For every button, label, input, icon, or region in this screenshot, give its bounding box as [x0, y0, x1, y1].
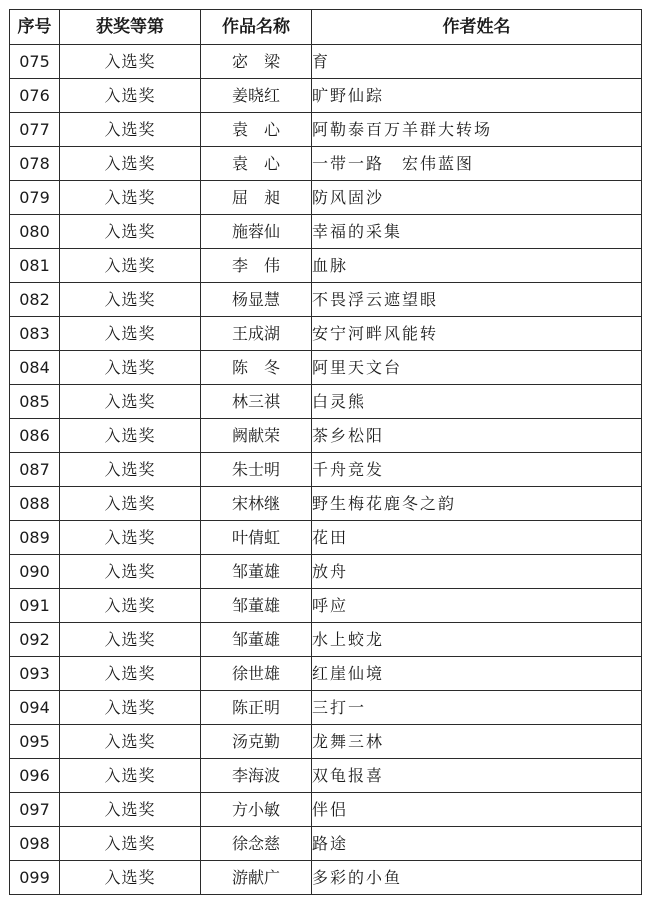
row-title-cell: 茶乡松阳	[312, 419, 642, 453]
row-name-cell: 袁 心	[201, 113, 312, 147]
row-name-cell: 杨显慧	[201, 283, 312, 317]
row-award-level-cell: 入选奖	[60, 147, 201, 181]
row-name-cell: 方小敏	[201, 793, 312, 827]
row-name-cell: 李 伟	[201, 249, 312, 283]
row-name-cell: 邹董雄	[201, 623, 312, 657]
row-title-cell: 阿勒泰百万羊群大转场	[312, 113, 642, 147]
row-serial-cell: 078	[10, 147, 60, 181]
table-body	[10, 45, 642, 895]
row-name-cell: 阙献荣	[201, 419, 312, 453]
row-award-level-cell: 入选奖	[60, 317, 201, 351]
table-row	[10, 113, 642, 147]
table-row	[10, 623, 642, 657]
row-award-level-cell: 入选奖	[60, 793, 201, 827]
row-serial-cell: 095	[10, 725, 60, 759]
table-row	[10, 419, 642, 453]
table-row	[10, 385, 642, 419]
row-name-cell: 朱士明	[201, 453, 312, 487]
row-title-cell: 三打一	[312, 691, 642, 725]
row-title-cell: 呼应	[312, 589, 642, 623]
row-award-level-cell: 入选奖	[60, 419, 201, 453]
row-serial-cell: 088	[10, 487, 60, 521]
row-serial-cell: 093	[10, 657, 60, 691]
row-title-cell: 龙舞三林	[312, 725, 642, 759]
header-serial: 序号	[10, 10, 60, 45]
row-title-cell: 多彩的小鱼	[312, 861, 642, 895]
row-title-cell: 白灵熊	[312, 385, 642, 419]
table-row	[10, 827, 642, 861]
row-serial-cell: 085	[10, 385, 60, 419]
row-title-cell: 一带一路 宏伟蓝图	[312, 147, 642, 181]
row-award-level-cell: 入选奖	[60, 725, 201, 759]
table-row	[10, 691, 642, 725]
row-name-cell: 徐世雄	[201, 657, 312, 691]
row-title-cell: 育	[312, 45, 642, 79]
row-serial-cell: 077	[10, 113, 60, 147]
row-award-level-cell: 入选奖	[60, 623, 201, 657]
table-row	[10, 725, 642, 759]
row-title-cell: 防风固沙	[312, 181, 642, 215]
row-name-cell: 汤克勤	[201, 725, 312, 759]
row-serial-cell: 084	[10, 351, 60, 385]
row-name-cell: 姜晓红	[201, 79, 312, 113]
row-name-cell: 林三祺	[201, 385, 312, 419]
row-serial-cell: 092	[10, 623, 60, 657]
row-title-cell: 野生梅花鹿冬之韵	[312, 487, 642, 521]
row-name-cell: 王成湖	[201, 317, 312, 351]
row-title-cell: 路途	[312, 827, 642, 861]
header-award-level: 获奖等第	[60, 10, 201, 45]
row-name-cell: 邹董雄	[201, 555, 312, 589]
table-row	[10, 793, 642, 827]
row-award-level-cell: 入选奖	[60, 453, 201, 487]
row-serial-cell: 098	[10, 827, 60, 861]
row-title-cell: 血脉	[312, 249, 642, 283]
row-name-cell: 陈 冬	[201, 351, 312, 385]
table-row	[10, 555, 642, 589]
table-row	[10, 45, 642, 79]
row-award-level-cell: 入选奖	[60, 215, 201, 249]
row-award-level-cell: 入选奖	[60, 45, 201, 79]
row-serial-cell: 076	[10, 79, 60, 113]
header-work-title: 作品名称	[201, 10, 312, 45]
row-serial-cell: 087	[10, 453, 60, 487]
row-title-cell: 水上蛟龙	[312, 623, 642, 657]
row-title-cell: 放舟	[312, 555, 642, 589]
row-award-level-cell: 入选奖	[60, 589, 201, 623]
row-serial-cell: 079	[10, 181, 60, 215]
row-serial-cell: 086	[10, 419, 60, 453]
table-row	[10, 589, 642, 623]
row-award-level-cell: 入选奖	[60, 487, 201, 521]
table-row	[10, 317, 642, 351]
table-row	[10, 759, 642, 793]
header-author-name: 作者姓名	[312, 10, 642, 45]
row-serial-cell: 081	[10, 249, 60, 283]
row-award-level-cell: 入选奖	[60, 385, 201, 419]
table-row	[10, 351, 642, 385]
row-award-level-cell: 入选奖	[60, 827, 201, 861]
row-title-cell: 阿里天文台	[312, 351, 642, 385]
row-title-cell: 千舟竞发	[312, 453, 642, 487]
row-name-cell: 李海波	[201, 759, 312, 793]
row-award-level-cell: 入选奖	[60, 351, 201, 385]
row-award-level-cell: 入选奖	[60, 759, 201, 793]
row-award-level-cell: 入选奖	[60, 181, 201, 215]
row-serial-cell: 083	[10, 317, 60, 351]
table-row	[10, 283, 642, 317]
row-serial-cell: 075	[10, 45, 60, 79]
award-list-sheet	[9, 9, 641, 895]
table-row	[10, 453, 642, 487]
row-title-cell: 幸福的采集	[312, 215, 642, 249]
row-title-cell: 安宁河畔风能转	[312, 317, 642, 351]
row-award-level-cell: 入选奖	[60, 249, 201, 283]
row-name-cell: 游献广	[201, 861, 312, 895]
row-name-cell: 屈 昶	[201, 181, 312, 215]
table-row	[10, 215, 642, 249]
row-award-level-cell: 入选奖	[60, 113, 201, 147]
row-title-cell: 双龟报喜	[312, 759, 642, 793]
row-award-level-cell: 入选奖	[60, 555, 201, 589]
row-title-cell: 不畏浮云遮望眼	[312, 283, 642, 317]
table-row	[10, 487, 642, 521]
award-table	[9, 9, 642, 895]
row-award-level-cell: 入选奖	[60, 691, 201, 725]
row-title-cell: 伴侣	[312, 793, 642, 827]
row-serial-cell: 097	[10, 793, 60, 827]
row-serial-cell: 091	[10, 589, 60, 623]
row-serial-cell: 099	[10, 861, 60, 895]
row-award-level-cell: 入选奖	[60, 283, 201, 317]
row-name-cell: 叶倩虹	[201, 521, 312, 555]
row-award-level-cell: 入选奖	[60, 521, 201, 555]
row-serial-cell: 090	[10, 555, 60, 589]
row-award-level-cell: 入选奖	[60, 657, 201, 691]
table-row	[10, 181, 642, 215]
table-row	[10, 861, 642, 895]
table-row	[10, 657, 642, 691]
table-row	[10, 521, 642, 555]
row-name-cell: 宋林继	[201, 487, 312, 521]
row-serial-cell: 080	[10, 215, 60, 249]
row-title-cell: 红崖仙境	[312, 657, 642, 691]
row-serial-cell: 089	[10, 521, 60, 555]
row-name-cell: 陈正明	[201, 691, 312, 725]
table-row	[10, 249, 642, 283]
row-award-level-cell: 入选奖	[60, 861, 201, 895]
table-header-row	[10, 10, 642, 45]
row-name-cell: 宓 梁	[201, 45, 312, 79]
row-serial-cell: 094	[10, 691, 60, 725]
table-row	[10, 79, 642, 113]
row-name-cell: 施蓉仙	[201, 215, 312, 249]
row-name-cell: 袁 心	[201, 147, 312, 181]
row-title-cell: 花田	[312, 521, 642, 555]
row-title-cell: 旷野仙踪	[312, 79, 642, 113]
row-award-level-cell: 入选奖	[60, 79, 201, 113]
row-name-cell: 邹董雄	[201, 589, 312, 623]
row-serial-cell: 096	[10, 759, 60, 793]
row-serial-cell: 082	[10, 283, 60, 317]
table-row	[10, 147, 642, 181]
row-name-cell: 徐念慈	[201, 827, 312, 861]
